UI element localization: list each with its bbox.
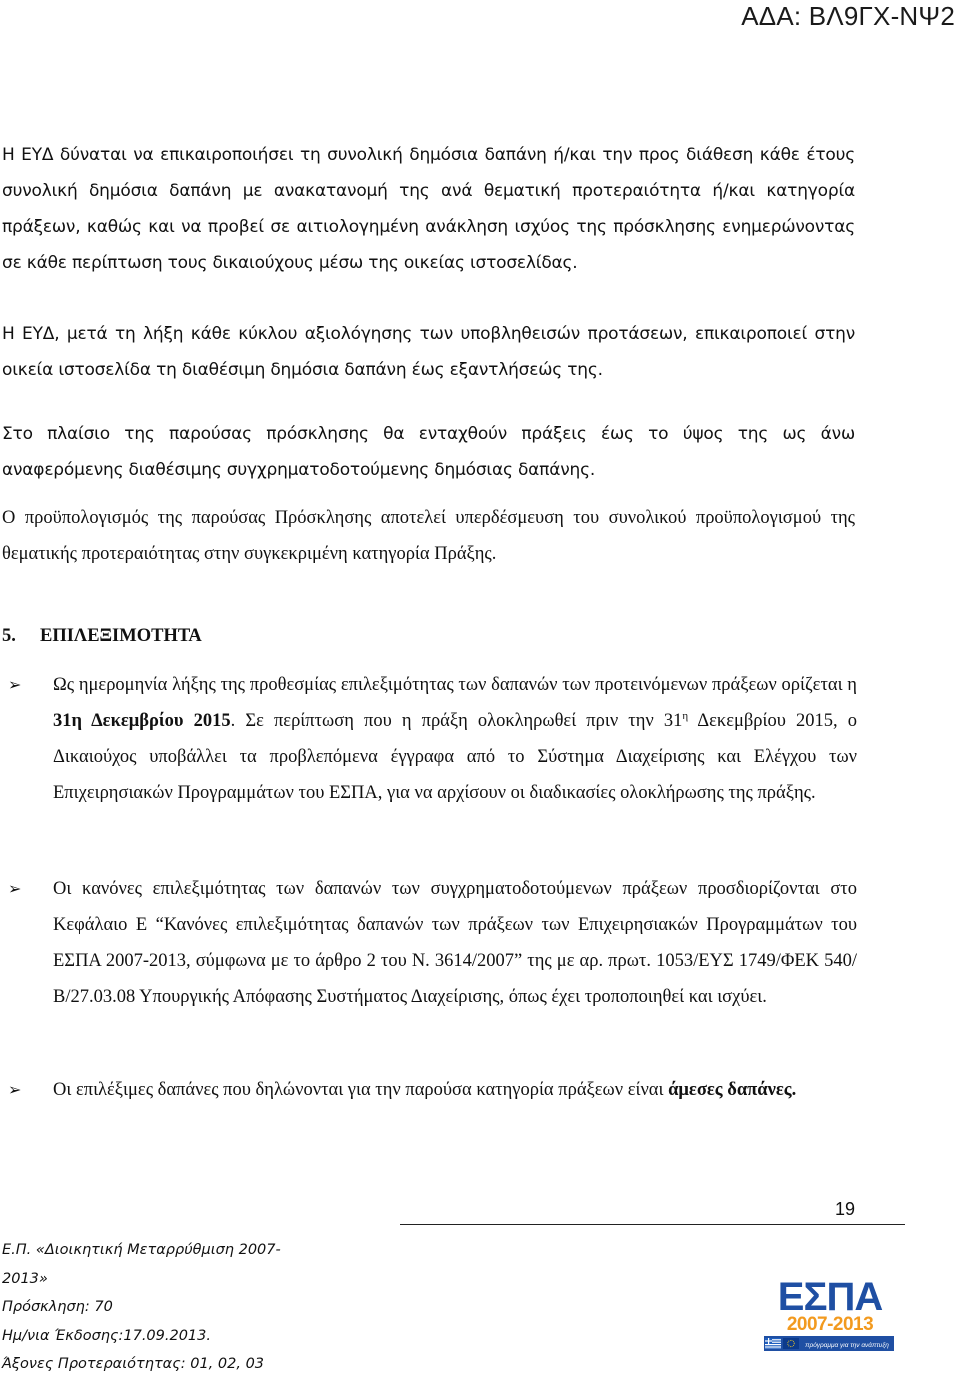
paragraph-2: Η ΕΥΔ, μετά τη λήξη κάθε κύκλου αξιολόγησης των υποβληθεισών προτάσεων, επικαιροποιεί στην οικεία ιστοσελίδα τη διαθέσιμη δημόσια δαπάνη έως εξαντλήσεώς της.	[2, 324, 855, 380]
bullet-3-text: Οι επιλέξιμες δαπάνες που δηλώνονται για την παρούσα κατηγορία πράξεων είναι	[53, 1080, 669, 1100]
bullet-1-text-c: Δεκεμβρίου 2015, ο Δικαιούχος υποβάλλει τα προβλεπόμενα έγγραφα από το Σύστημα Διαχείρισης και Ελέγχου των Επιχειρησιακών Προγραμμάτων του ΕΣΠΑ, για να αρχίσουν οι διαδικασίες ολοκλήρωσης της πράξης.	[53, 711, 858, 803]
section-title: ΕΠΙΛΕΞΙΜΟΤΗΤΑ	[40, 626, 202, 646]
espa-logo-tagline: πρόγραμμα για την ανάπτυξη	[805, 1342, 889, 1349]
bullet-item-2: Οι κανόνες επιλεξιμότητας των δαπανών των συγχρηματοδοτούμενων πράξεων προσδιορίζονται στο Κεφάλαιο Ε “Κανόνες επιλεξιμότητας δαπανών των πράξεων των Επιχειρησιακών Προγραμμάτων του ΕΣΠΑ 2007-2013, σύμφωνα με το άρθρο 2 του Ν. 3614/2007” της με αρ. πρωτ. 1053/ΕΥΣ 1749/ΦΕΚ 540/Β/27.03.08 Υπουργικής Απόφασης Συστήματος Διαχείρισης, όπως έχει τροποποιηθεί και ισχύει.	[53, 879, 857, 1007]
section-heading	[2, 618, 202, 654]
espa-logo	[762, 1268, 898, 1358]
bullet-3-bold: άμεσες δαπάνες.	[668, 1080, 797, 1100]
footer-programme-line-1: Ε.Π. «Διοικητική Μεταρρύθμιση 2007-	[2, 1242, 281, 1258]
espa-logo-name: ΕΣΠΑ	[777, 1275, 883, 1319]
paragraph-4: Ο προϋπολογισμός της παρούσας Πρόσκλησης αποτελεί υπερδέσμευση του συνολικού προϋπολογισμού της θεματικής προτεραιότητας στην συγκεκριμένη κατηγορία Πράξης.	[2, 508, 855, 564]
bullet-item-1	[53, 667, 857, 811]
footer-divider	[400, 1224, 905, 1225]
footer-info	[2, 1236, 332, 1379]
espa-logo-years: 2007-2013	[786, 1314, 874, 1335]
eu-flag-icon	[783, 1338, 799, 1349]
bullet-1-bold-date: 31η Δεκεμβρίου 2015	[53, 711, 231, 731]
bullet-1-text-b: . Σε περίπτωση που η πράξη ολοκληρωθεί πριν την 31	[230, 711, 683, 731]
greek-flag-icon	[765, 1338, 781, 1349]
footer-programme-line-2: 2013»	[2, 1270, 48, 1287]
section-number: 5.	[2, 626, 16, 646]
ada-code: ΑΔΑ: ΒΛ9ΓΧ-ΝΨ2	[741, 1, 955, 31]
paragraph-1: Η ΕΥΔ δύναται να επικαιροποιήσει τη συνολική δημόσια δαπάνη ή/και την προς διάθεση κάθε έτους συνολική δημόσια δαπάνη με ανακατανομή της ανά θεματική προτεραιότητα ή/και κατηγορία πράξεων, καθώς και να προβεί σε αιτιολογημένη ανάκληση ισχύος της πρόσκλησης ενημερώνοντας σε κάθε περίπτωση τους δικαιούχους μέσω της οικείας ιστοσελίδας.	[2, 145, 855, 273]
paragraph-3: Στο πλαίσιο της παρούσας πρόσκλησης θα ενταχθούν πράξεις έως το ύψος της ως άνω αναφερόμενης διαθέσιμης συγχρηματοδοτούμενης δημόσιας δαπάνης.	[2, 424, 855, 480]
arrowhead-bullet-icon: ➢	[8, 1080, 22, 1099]
footer-call-number: Πρόσκληση: 70	[2, 1299, 113, 1315]
bullet-1-text-a: Ως ημερομηνία λήξης της προθεσμίας επιλεξιμότητας των δαπανών των προτεινόμενων πράξεων ορίζεται η	[53, 675, 857, 695]
page-number: 19	[835, 1199, 856, 1219]
bullet-1-superscript: η	[682, 709, 689, 722]
arrowhead-bullet-icon: ➢	[8, 675, 22, 694]
arrowhead-bullet-icon: ➢	[8, 879, 22, 898]
footer-priority-axes: Άξονες Προτεραιότητας: 01, 02, 03	[2, 1356, 265, 1372]
footer-issue-date: Ημ/νια Έκδοσης:17.09.2013.	[2, 1327, 211, 1344]
bullet-item-3	[53, 1072, 857, 1108]
